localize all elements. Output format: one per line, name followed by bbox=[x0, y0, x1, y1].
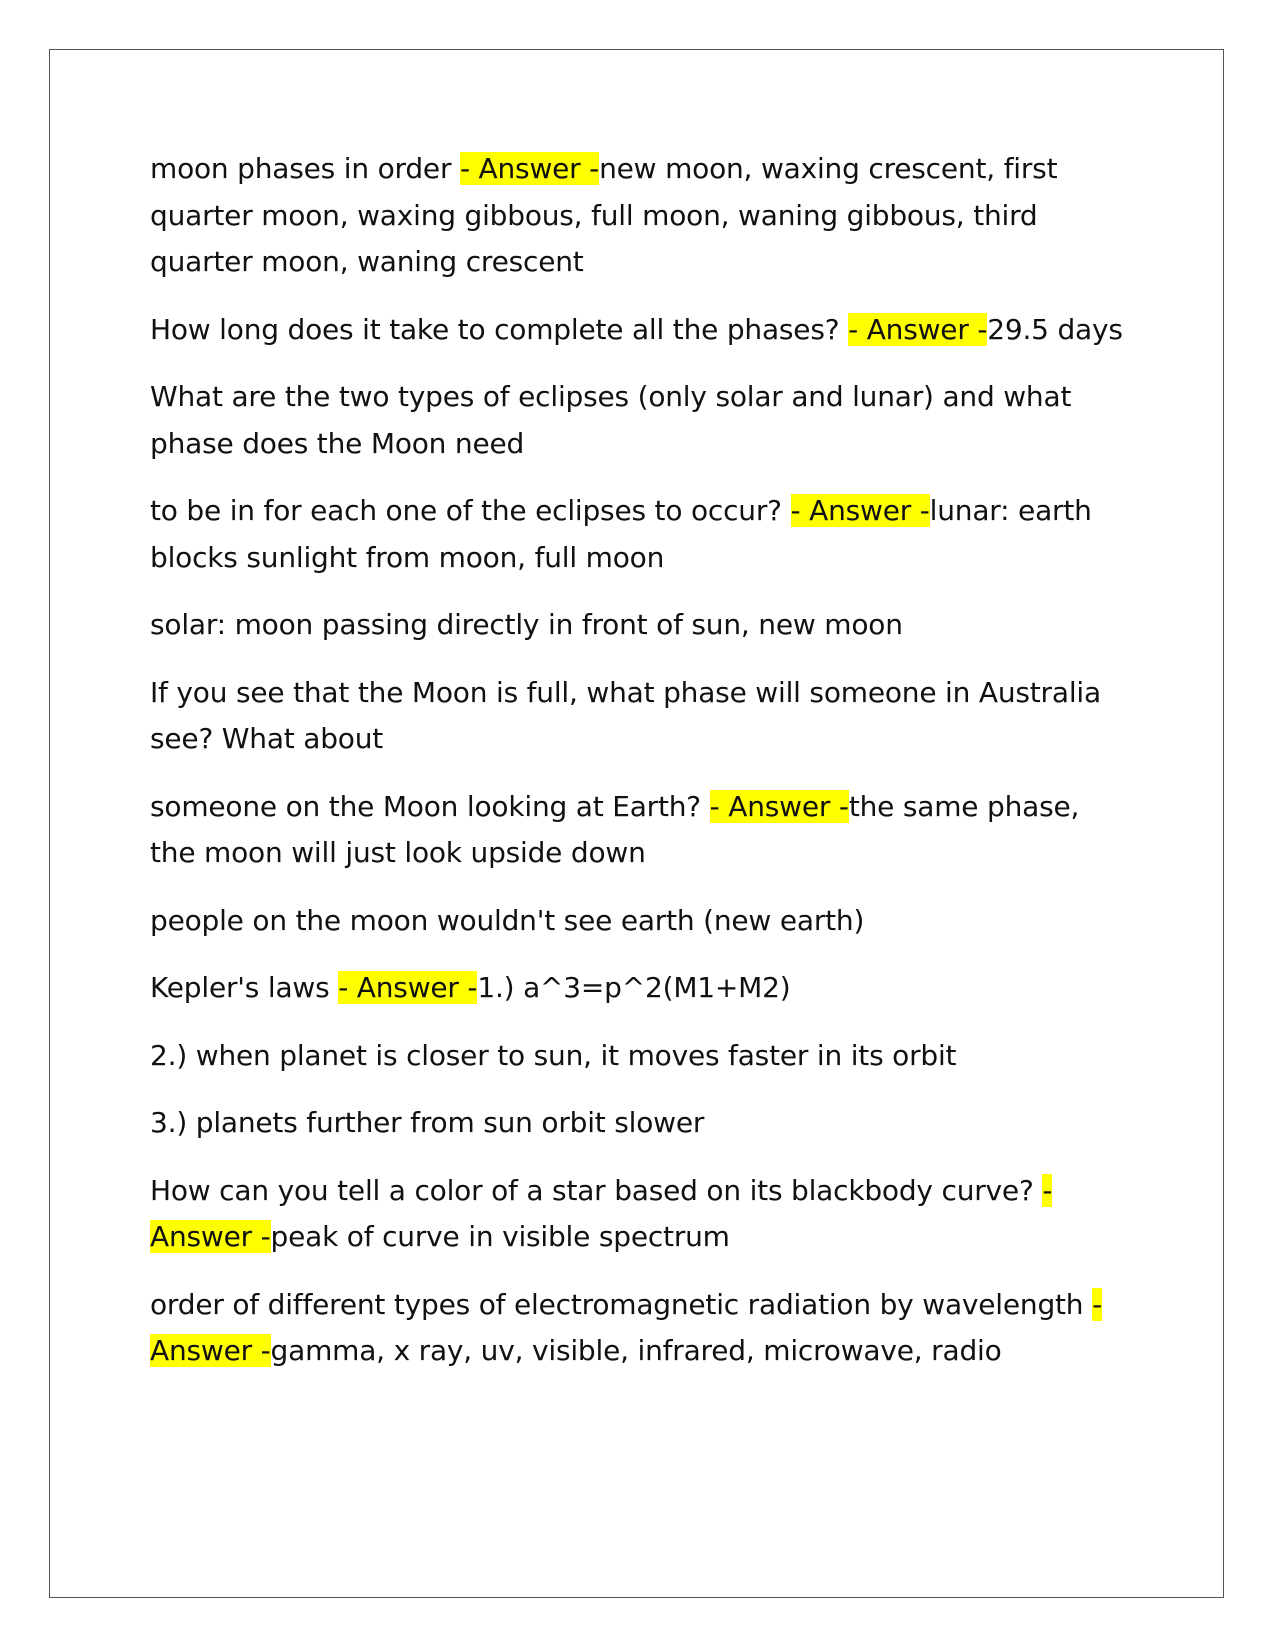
paragraph-eclipse-answer bbox=[150, 488, 1130, 581]
question-text: moon phases in order bbox=[150, 152, 460, 185]
question-text: How long does it take to complete all the phases? bbox=[150, 312, 849, 346]
paragraph-moon-phases bbox=[150, 146, 1130, 286]
answer-marker: - Answer - bbox=[150, 1287, 1102, 1367]
answer-text: peak of curve in visible spectrum bbox=[270, 1220, 730, 1253]
question-text: order of different types of electromagnetic radiation by wavelength bbox=[150, 1287, 1093, 1321]
question-text: How can you tell a color of a star based on its blackbody curve? bbox=[150, 1173, 1043, 1207]
answer-text: lunar: earth blocks sunlight from moon, full moon bbox=[150, 494, 1092, 574]
paragraph-moon-observer bbox=[150, 784, 1130, 877]
paragraph-phase-duration bbox=[150, 307, 1130, 354]
answer-marker: - Answer - bbox=[459, 152, 600, 185]
paragraph-kepler-third bbox=[150, 1100, 1130, 1147]
answer-text: solar: moon passing directly in front of sun, new moon bbox=[150, 608, 903, 641]
answer-text: new moon, waxing crescent, first quarter moon, waxing gibbous, full moon, waning gibbous, third quarter moon, waning crescent bbox=[150, 152, 1058, 278]
question-text: If you see that the Moon is full, what phase will someone in Australia see? What about bbox=[150, 675, 1101, 755]
paragraph-australia-question bbox=[150, 670, 1130, 763]
paragraph-kepler-second bbox=[150, 1033, 1130, 1080]
paragraph-solar-eclipse bbox=[150, 602, 1130, 649]
answer-marker: - Answer - bbox=[338, 971, 478, 1004]
answer-text: the same phase, the moon will just look upside down bbox=[150, 789, 1080, 869]
answer-text: 2.) when planet is closer to sun, it moves faster in its orbit bbox=[150, 1038, 957, 1072]
paragraph-em-radiation bbox=[150, 1282, 1130, 1375]
question-text: someone on the Moon looking at Earth? bbox=[150, 789, 710, 823]
answer-text: 1.) a^3=p^2(M1+M2) bbox=[477, 971, 791, 1004]
answer-text: 3.) planets further from sun orbit slower bbox=[150, 1106, 705, 1139]
answer-text: people on the moon wouldn't see earth (new earth) bbox=[150, 903, 865, 937]
answer-text: 29.5 days bbox=[987, 312, 1123, 346]
answer-marker: - Answer - bbox=[848, 312, 988, 346]
answer-marker: - Answer - bbox=[790, 494, 930, 527]
paragraph-keplers-laws bbox=[150, 965, 1130, 1012]
paragraph-eclipse-question bbox=[150, 374, 1130, 467]
question-text: to be in for each one of the eclipses to occur? bbox=[150, 494, 791, 527]
question-text: Kepler's laws bbox=[150, 971, 339, 1004]
document-body bbox=[150, 146, 1130, 1396]
paragraph-new-earth bbox=[150, 898, 1130, 945]
answer-marker: - Answer - bbox=[709, 789, 849, 823]
answer-marker: - Answer - bbox=[150, 1173, 1053, 1253]
question-text: What are the two types of eclipses (only solar and lunar) and what phase does the Moon need bbox=[150, 380, 1072, 460]
answer-text: gamma, x ray, uv, visible, infrared, microwave, radio bbox=[270, 1334, 1002, 1367]
paragraph-blackbody bbox=[150, 1168, 1130, 1261]
